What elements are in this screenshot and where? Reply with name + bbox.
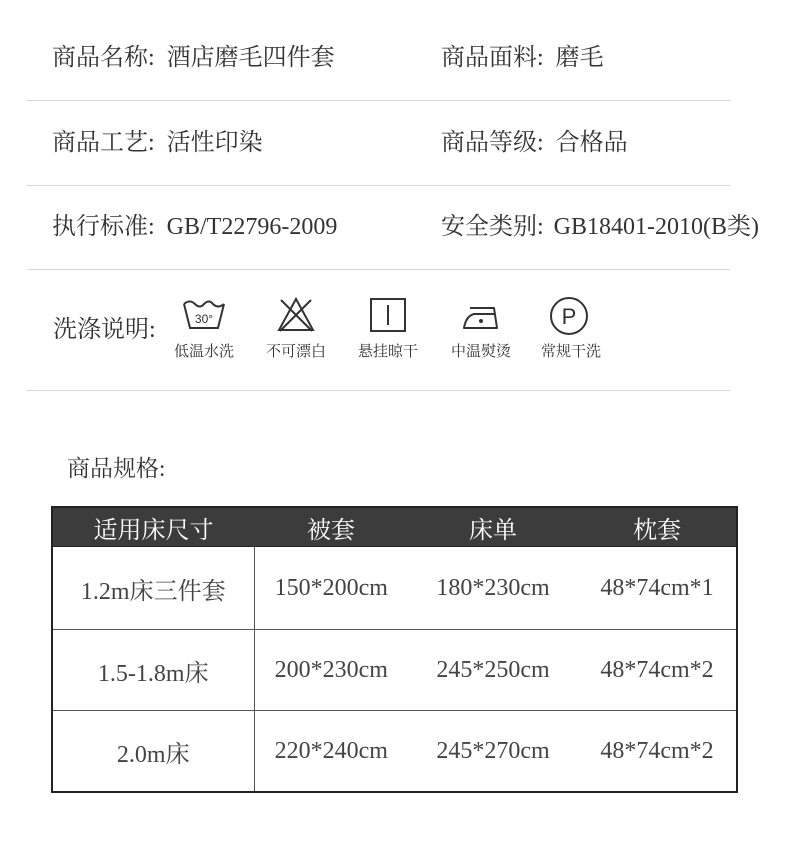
cell-bed-sheet: 180*230cm [408, 547, 578, 630]
divider [27, 269, 730, 270]
product-name-value: 酒店磨毛四件套 [166, 45, 335, 71]
table-row [52, 711, 737, 793]
cell-duvet-cover: 220*240cm [254, 711, 408, 793]
wash-caption-hang-dry: 悬挂晾干 [357, 344, 418, 360]
cell-bed-sheet: 245*250cm [408, 630, 578, 711]
cell-duvet-cover: 150*200cm [254, 547, 408, 630]
wash-caption-low-temp: 低温水洗 [173, 344, 234, 360]
product-grade-label: 商品等级: [441, 130, 544, 156]
product-safety-value: GB18401-2010(B类) [553, 214, 759, 240]
spec-header-row [52, 507, 737, 547]
wash-caption-dry-clean: 常规干洗 [540, 344, 601, 360]
hang-dry-item [343, 297, 433, 333]
wash-30-icon [181, 298, 227, 332]
spec-table [51, 506, 738, 793]
cell-bed-sheet: 245*270cm [408, 711, 578, 793]
wash-temp-text: 30° [194, 312, 214, 326]
spec-title: 商品规格: [67, 456, 166, 481]
product-fabric-value: 磨毛 [555, 45, 604, 71]
hang-dry-icon [369, 297, 407, 333]
product-fabric-label: 商品面料: [441, 45, 544, 71]
product-standard [52, 213, 337, 241]
header-duvet-cover: 被套 [254, 507, 408, 547]
cell-pillowcase: 48*74cm*2 [578, 630, 737, 711]
product-grade [441, 129, 628, 157]
product-standard-value: GB/T22796-2009 [166, 214, 338, 240]
iron-item [436, 302, 526, 332]
product-safety-label: 安全类别: [441, 214, 544, 240]
wash-caption-iron: 中温熨烫 [450, 344, 511, 360]
table-row [52, 630, 737, 711]
dry-clean-p-icon [549, 296, 589, 336]
product-name-label: 商品名称: [52, 45, 155, 71]
dry-clean-item [524, 296, 614, 336]
cell-pillowcase: 48*74cm*1 [578, 547, 737, 630]
cell-bed-size: 1.2m床三件套 [52, 547, 254, 630]
cell-duvet-cover: 200*230cm [254, 630, 408, 711]
no-bleach-item [251, 296, 341, 334]
cell-bed-size: 2.0m床 [52, 711, 254, 793]
dry-clean-letter: P [561, 304, 577, 329]
product-name [52, 44, 335, 72]
header-bed-sheet: 床单 [408, 507, 578, 547]
product-grade-value: 合格品 [555, 130, 628, 156]
divider [27, 185, 730, 186]
header-bed-size: 适用床尺寸 [52, 507, 254, 547]
wash-30-item [159, 298, 249, 332]
product-craft [52, 129, 263, 157]
product-fabric [441, 44, 604, 72]
product-safety [441, 213, 759, 241]
cell-bed-size: 1.5-1.8m床 [52, 630, 254, 711]
product-craft-label: 商品工艺: [52, 130, 155, 156]
table-row [52, 547, 737, 630]
no-bleach-icon [276, 296, 316, 334]
cell-pillowcase: 48*74cm*2 [578, 711, 737, 793]
product-craft-value: 活性印染 [166, 130, 263, 156]
product-standard-label: 执行标准: [52, 214, 155, 240]
wash-caption-no-bleach: 不可漂白 [265, 344, 326, 360]
divider [27, 100, 730, 101]
iron-medium-icon [460, 302, 502, 332]
divider [27, 390, 730, 391]
header-pillowcase: 枕套 [578, 507, 737, 547]
wash-instructions-label: 洗涤说明: [53, 317, 156, 343]
